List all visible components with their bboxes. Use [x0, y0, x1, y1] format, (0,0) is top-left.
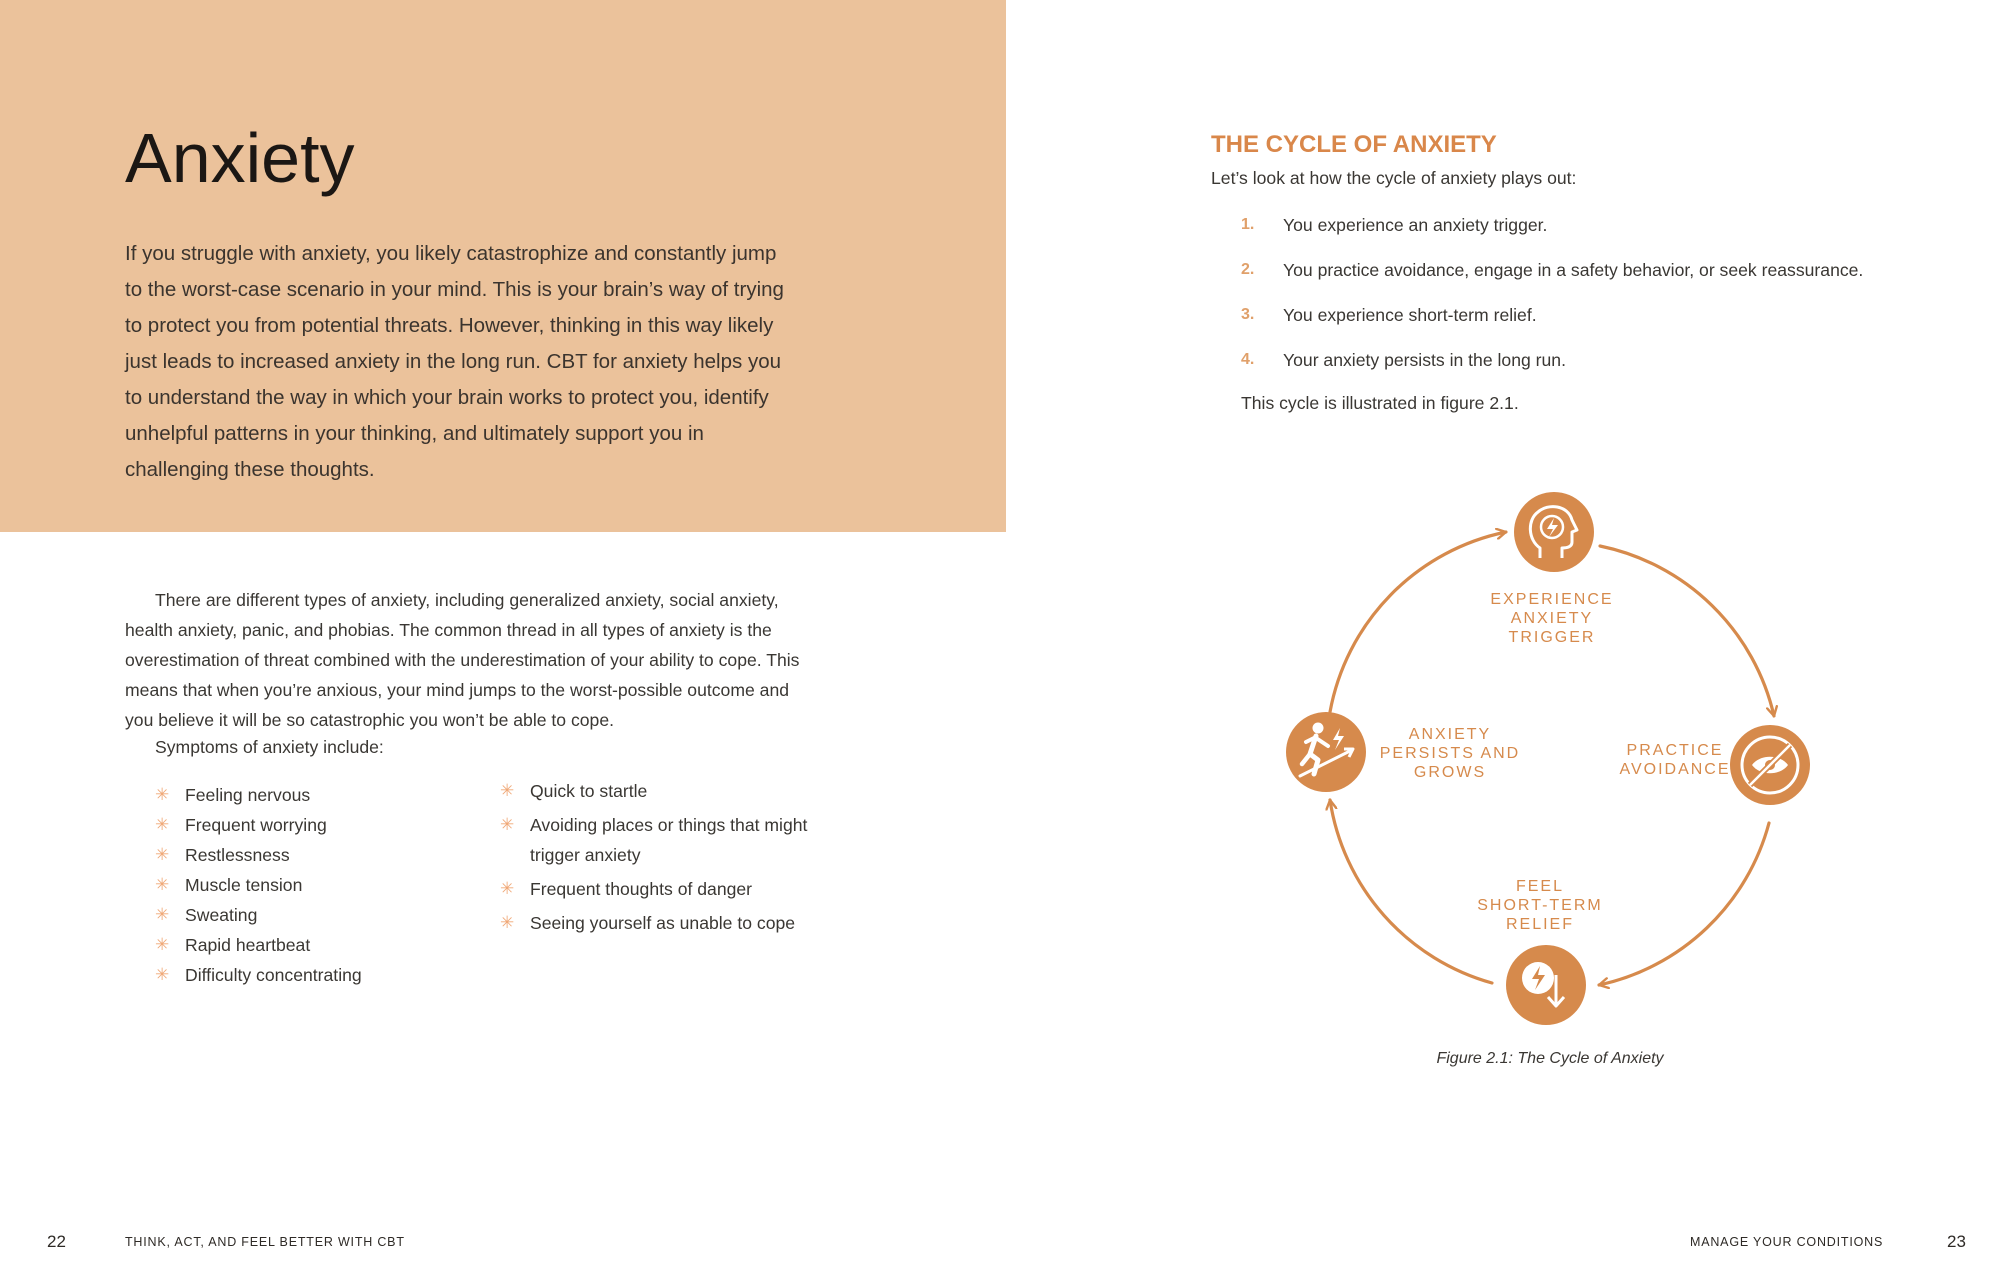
- cycle-diagram-graphic: [1240, 470, 1860, 1050]
- symptom-text: Difficulty concentrating: [185, 965, 362, 985]
- symptom-text: Sweating: [185, 905, 258, 925]
- list-item: [155, 840, 362, 870]
- step-number: 4.: [1241, 351, 1255, 368]
- label-line: TRIGGER: [1508, 629, 1596, 646]
- label-line: ANXIETY: [1408, 726, 1492, 743]
- running-head-right: MANAGE YOUR CONDITIONS: [1690, 1235, 1884, 1249]
- lightning-down-arrow-icon: [1506, 945, 1586, 1025]
- list-item: [155, 810, 362, 840]
- list-item: [155, 930, 362, 960]
- symptom-text: Seeing yourself as unable to cope: [530, 913, 796, 933]
- label-line: SHORT-TERM: [1477, 897, 1603, 914]
- step-number: 2.: [1241, 261, 1255, 278]
- node-label-avoidance: [1595, 741, 1755, 779]
- label-line: PRACTICE: [1626, 742, 1724, 759]
- node-label-relief: [1440, 877, 1640, 934]
- symptom-text: Avoiding places or things that might trigger anxiety: [530, 815, 808, 865]
- asterisk-bullet-icon: ✳: [155, 785, 170, 804]
- list-item: [500, 810, 830, 870]
- list-item: [1241, 300, 1863, 345]
- symptom-list-left: [155, 780, 362, 990]
- list-item: [155, 780, 362, 810]
- asterisk-bullet-icon: ✳: [500, 879, 515, 898]
- list-item: [155, 960, 362, 990]
- page-title: Anxiety: [125, 119, 355, 197]
- label-line: EXPERIENCE: [1490, 591, 1614, 608]
- symptom-list-right: [500, 776, 830, 942]
- page-number-right: 23: [1947, 1232, 1966, 1251]
- list-item: [1241, 345, 1863, 390]
- section-lead: Let’s look at how the cycle of anxiety plays out:: [1211, 168, 1577, 188]
- symptoms-lead: Symptoms of anxiety include:: [155, 737, 384, 757]
- list-item: [1241, 255, 1863, 300]
- node-label-persists: [1370, 725, 1530, 782]
- list-item: [500, 908, 830, 938]
- symptom-text: Frequent worrying: [185, 815, 327, 835]
- hero-panel: [0, 0, 1006, 532]
- cycle-diagram: [1240, 470, 1860, 1050]
- asterisk-bullet-icon: ✳: [500, 781, 515, 800]
- asterisk-bullet-icon: ✳: [500, 815, 515, 834]
- step-number: 3.: [1241, 306, 1255, 323]
- symptom-text: Muscle tension: [185, 875, 303, 895]
- symptom-text: Quick to startle: [530, 781, 648, 801]
- body-paragraph: There are different types of anxiety, including generalized anxiety, social anxiety, health anxiety, panic, and phobias. The common thread in all types of anxiety is the overestimation of threat combined with the underestimation of your ability to cope. This means that when you’re anxious, your mind jumps to the worst-possible outcome and you believe it will be so catastrophic you won’t be able to cope.: [125, 590, 800, 730]
- step-text: You practice avoidance, engage in a safety behavior, or seek reassurance.: [1283, 260, 1864, 280]
- symptom-text: Feeling nervous: [185, 785, 311, 805]
- section-heading: THE CYCLE OF ANXIETY: [1211, 131, 1497, 158]
- figure-caption: Figure 2.1: The Cycle of Anxiety: [1436, 1050, 1664, 1067]
- label-line: RELIEF: [1505, 916, 1574, 933]
- asterisk-bullet-icon: ✳: [500, 913, 515, 932]
- node-label-trigger: [1452, 590, 1652, 647]
- step-text: Your anxiety persists in the long run.: [1283, 350, 1566, 370]
- label-line: PERSISTS AND: [1379, 745, 1521, 762]
- asterisk-bullet-icon: ✳: [155, 905, 170, 924]
- label-line: AVOIDANCE: [1619, 761, 1731, 778]
- list-item: [155, 870, 362, 900]
- asterisk-bullet-icon: ✳: [155, 845, 170, 864]
- running-head-left: THINK, ACT, AND FEEL BETTER WITH CBT: [125, 1235, 405, 1249]
- asterisk-bullet-icon: ✳: [155, 875, 170, 894]
- label-line: ANXIETY: [1510, 610, 1594, 627]
- step-text: You experience an anxiety trigger.: [1283, 215, 1548, 235]
- head-lightning-icon: [1514, 492, 1594, 572]
- step-text: You experience short-term relief.: [1283, 305, 1537, 325]
- symptom-text: Rapid heartbeat: [185, 935, 311, 955]
- label-line: FEEL: [1515, 878, 1564, 895]
- climbing-person-icon: [1286, 712, 1366, 792]
- list-item: [155, 900, 362, 930]
- symptom-text: Frequent thoughts of danger: [530, 879, 753, 899]
- intro-paragraph: If you struggle with anxiety, you likely catastrophize and constantly jump to the worst-case scenario in your mind. This is your brain’s way of trying to protect you from potential threats. However, thinking in this way likely just leads to increased anxiety in the long run. CBT for anxiety helps you to understand the way in which your brain works to protect you, identify unhelpful patterns in your thinking, and ultimately support you in challenging these thoughts.: [125, 242, 784, 481]
- asterisk-bullet-icon: ✳: [155, 815, 170, 834]
- asterisk-bullet-icon: ✳: [155, 935, 170, 954]
- page-number-left: 22: [47, 1232, 66, 1251]
- list-item: [500, 776, 830, 806]
- cycle-steps-list: [1241, 210, 1863, 390]
- step-number: 1.: [1241, 216, 1255, 233]
- list-item: [500, 874, 830, 904]
- symptom-text: Restlessness: [185, 845, 290, 865]
- label-line: GROWS: [1413, 764, 1487, 781]
- figure-reference: This cycle is illustrated in figure 2.1.: [1241, 393, 1519, 413]
- asterisk-bullet-icon: ✳: [155, 965, 170, 984]
- list-item: [1241, 210, 1863, 255]
